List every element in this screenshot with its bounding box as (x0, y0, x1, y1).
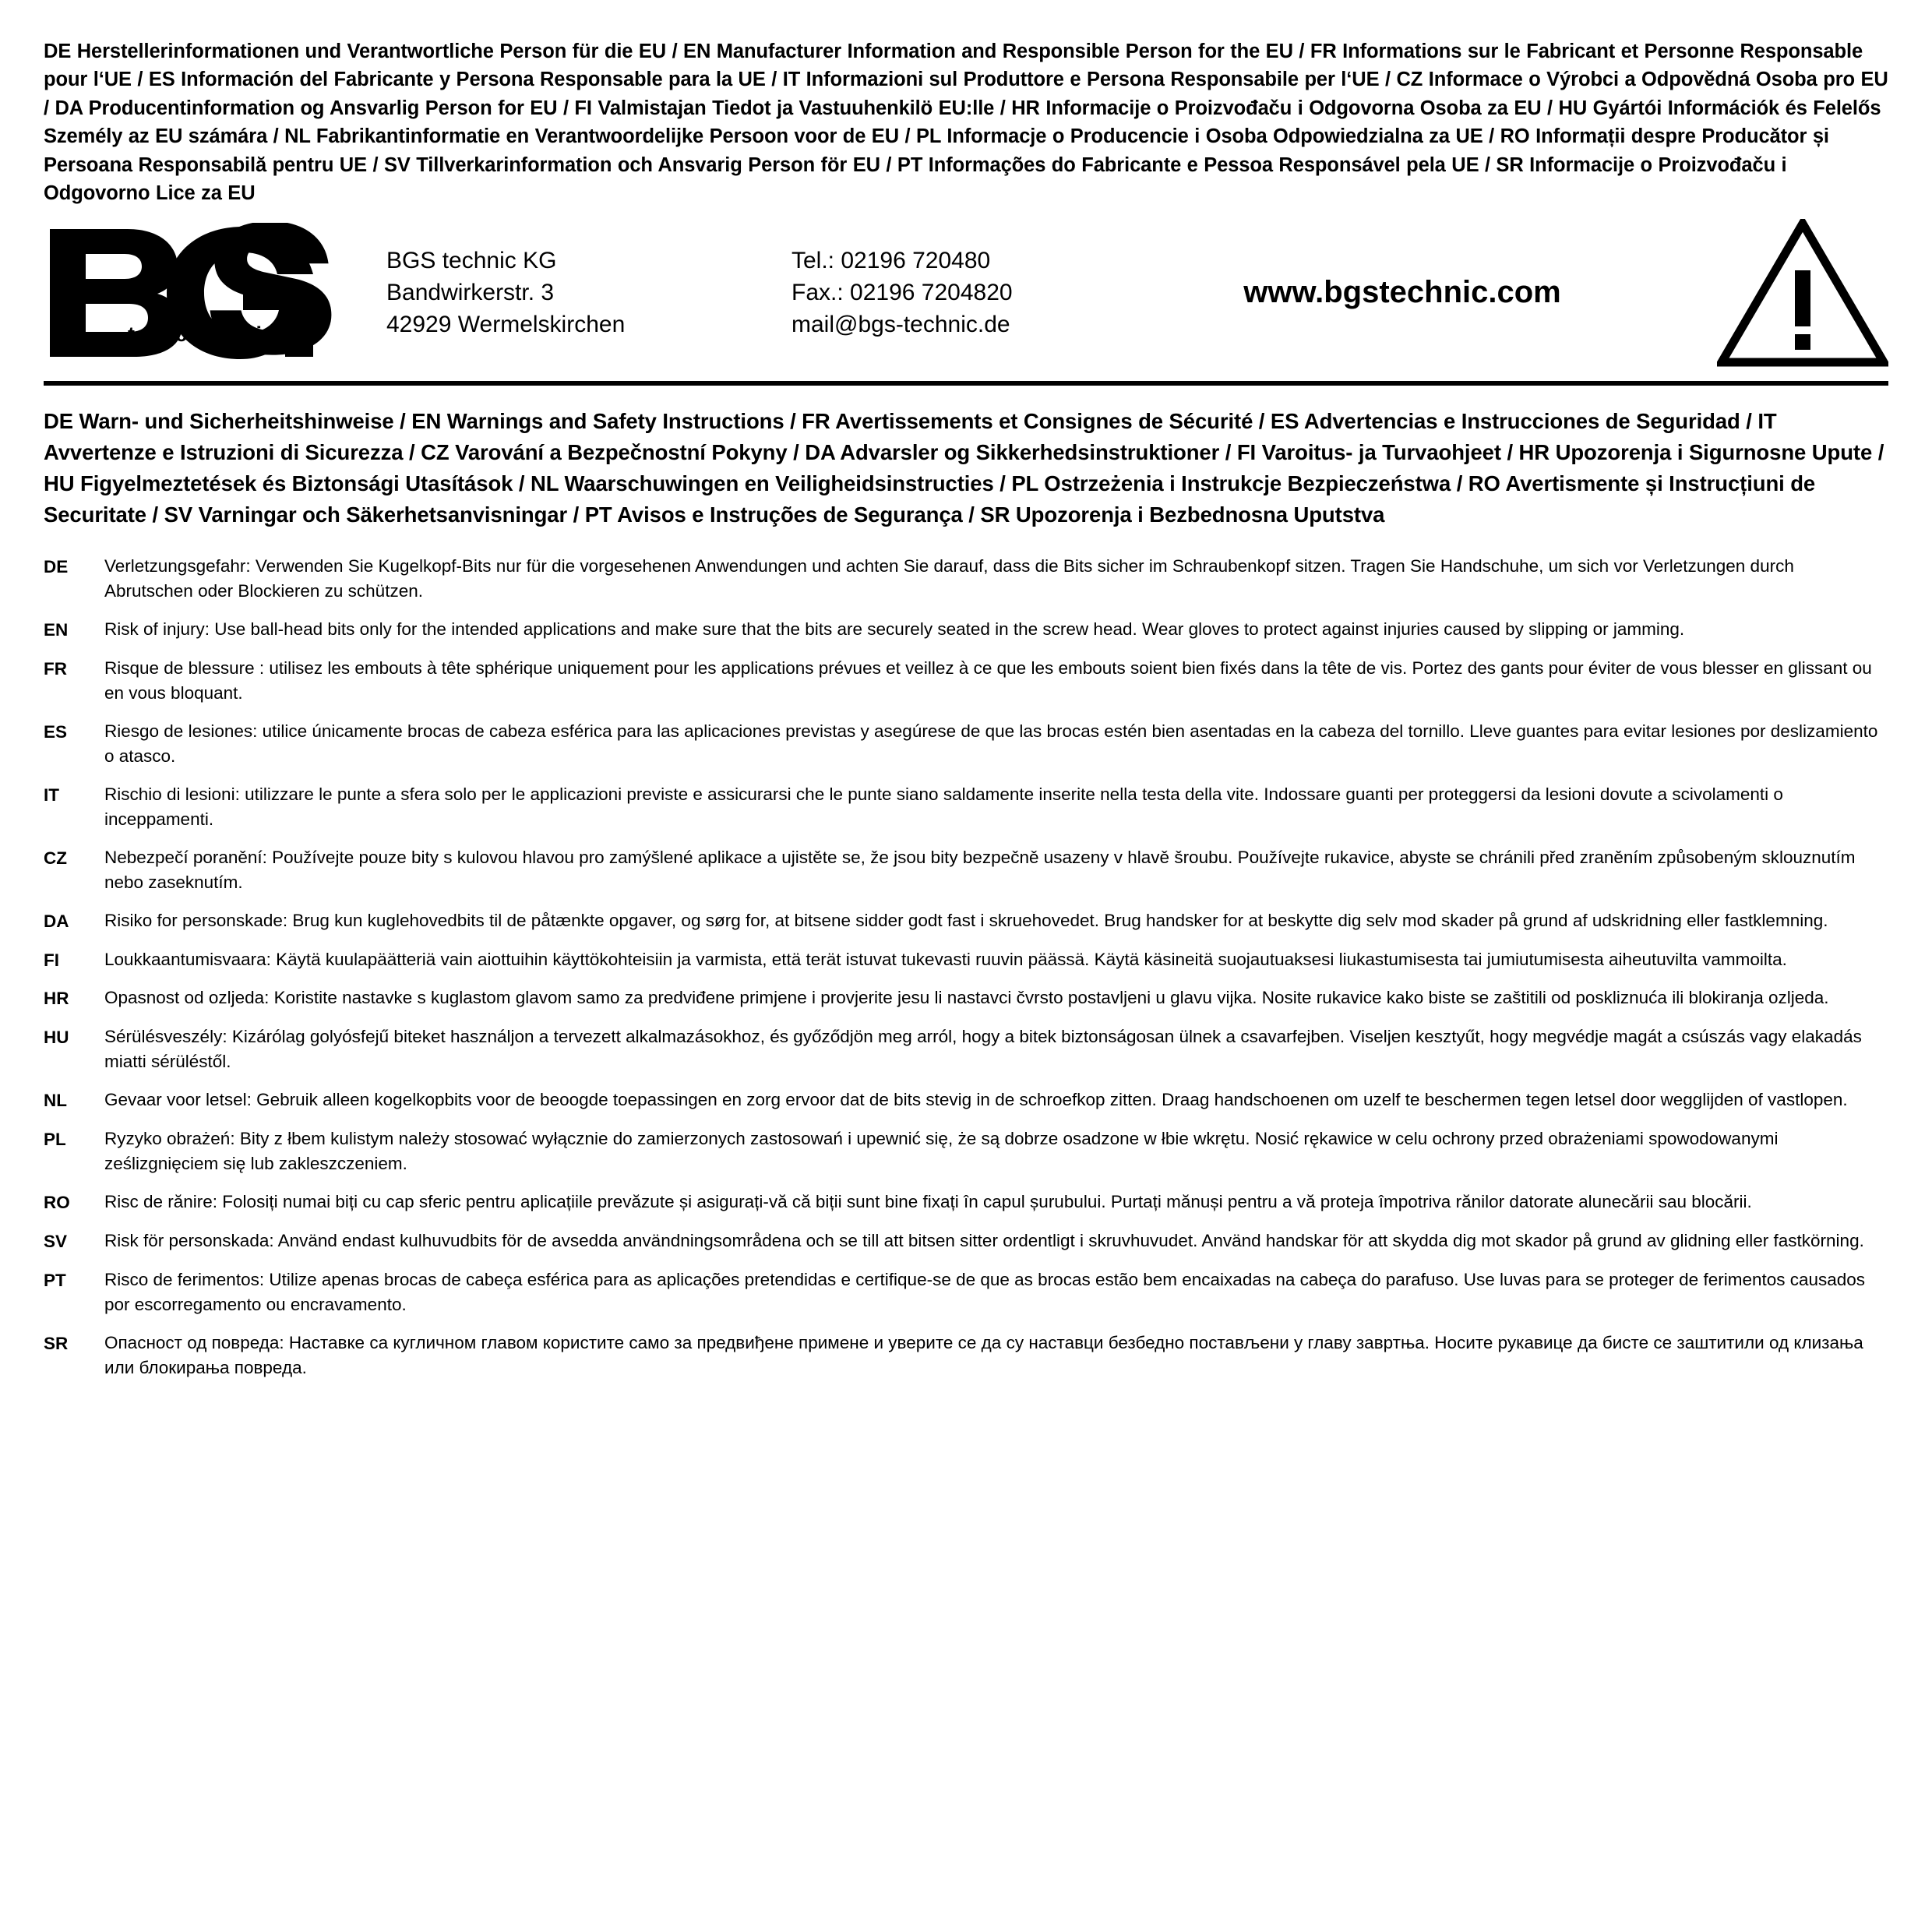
language-code: FI (44, 950, 59, 970)
instruction-text: Verletzungsgefahr: Verwenden Sie Kugelkopf-Bits nur für die vorgesehenen Anwendungen und achten Sie darauf, dass die Bits sicher im Schraubenkopf sitzen. Tragen Sie Handschuhe, um sich vor Verletzungen durch Abrutschen oder Blockieren zu schützen. (104, 556, 1794, 601)
language-code: DA (44, 911, 69, 931)
instruction-text: Nebezpečí poranění: Používejte pouze bity s kulovou hlavou pro zamýšlené aplikace a ujistěte se, že jsou bity bezpečně usazeny v hlavě šroubu. Používejte rukavice, abyste se chránili před zraněním způsobeným sklouznutím nebo zaseknutím. (104, 847, 1856, 892)
instruction-text: Loukkaantumisvaara: Käytä kuulapäätteriä vain aiottuihin käyttökohteisiin ja varmista, että terät istuvat tukevasti ruuvin päässä. Käytä käsineitä suojautuaksesi liukastumisesta tai jumiutumisesta aiheutuvilta vammoilta. (104, 949, 1787, 969)
instruction-text: Sérülésveszély: Kizárólag golyósfejű biteket használjon a tervezett alkalmazásokhoz, és győződjön meg arról, hogy a bitek biztonságosan ülnek a csavarfejben. Viseljen kesztyűt, hogy megvédje magát a csúszás vagy elakadás miatti sérüléstől. (104, 1027, 1862, 1072)
company-website[interactable]: www.bgstechnic.com (1243, 275, 1561, 310)
list-item (44, 1190, 1888, 1215)
instruction-text: Risque de blessure : utilisez les embouts à tête sphérique uniquement pour les applications prévues et veillez à ce que les embouts soient bien fixés dans la tête de vis. Portez des gants pour éviter de vous blesser en glissant ou en vous bloquant. (104, 658, 1872, 703)
language-code: FR (44, 659, 67, 679)
company-name: BGS technic KG (386, 247, 557, 273)
list-item (44, 617, 1888, 643)
list-item (44, 1267, 1888, 1317)
company-street: Bandwirkerstr. 3 (386, 280, 555, 306)
list-item (44, 719, 1888, 769)
company-email: mail@bgs-technic.de (791, 312, 1010, 338)
company-address (379, 245, 791, 341)
list-item (44, 845, 1888, 895)
list-item (44, 1331, 1888, 1380)
language-code: PT (44, 1270, 66, 1290)
language-code: IT (44, 784, 59, 805)
instruction-text: Опасност од повреда: Наставке са кугличном главом користите само за предвиђене примене и уверите се да су наставци безбедно постављени у главу завртња. Носите рукавице да бисте се заштитили од клизања или блокирања повреда. (104, 1332, 1863, 1377)
company-info-band (44, 222, 1888, 386)
list-item (44, 554, 1888, 604)
language-code: NL (44, 1091, 67, 1111)
company-city: 42929 Wermelskirchen (386, 312, 626, 338)
list-item (44, 947, 1888, 973)
instruction-text: Risc de rănire: Folosiți numai biți cu cap sferic pentru aplicațiile prevăzute și asigurați-vă că biții sunt bine fixați în capul șurubului. Purtați mănuși pentru a vă proteja împotriva rănilor datorate alunecării sau blocării. (104, 1192, 1752, 1212)
instruction-text: Risiko for personskade: Brug kun kuglehovedbits til de påtænkte opgaver, og sørg for, at bitsene sidder godt fast i skruehovedet. Brug handsker for at beskytte dig selv mod skader på grund af udskridning eller fastklemning. (104, 910, 1828, 930)
instruction-text: Risk of injury: Use ball-head bits only for the intended applications and make sure that the bits are securely seated in the screw head. Wear gloves to protect against injuries caused by slipping or jamming. (104, 619, 1685, 640)
language-code: DE (44, 557, 69, 577)
language-code: HR (44, 989, 69, 1009)
company-fax: Fax.: 02196 7204820 (791, 280, 1013, 306)
warning-triangle-graphic (1717, 219, 1888, 367)
instruction-text: Gevaar voor letsel: Gebruik alleen kogelkopbits voor de beoogde toepassingen en zorg ervoor dat de bits stevig in de schroefkop zitten. Draag handschoenen om uzelf te beschermen tegen letsel door wegglijden of vastlopen. (104, 1090, 1848, 1110)
company-telephone: Tel.: 02196 720480 (791, 247, 991, 273)
bgs-logo-registered-mark: ® (265, 225, 285, 256)
language-code: RO (44, 1193, 70, 1213)
list-item (44, 1126, 1888, 1176)
language-code: HU (44, 1028, 69, 1048)
bgs-logo-subtext: t e c h n i c (128, 322, 293, 346)
list-item (44, 1088, 1888, 1113)
instruction-text: Rischio di lesioni: utilizzare le punte a sfera solo per le applicazioni previste e assicurarsi che le punte siano saldamente inserite nella testa della vite. Indossare guanti per proteggersi da lesioni dovute a scivolamenti o inceppamenti. (104, 784, 1783, 829)
manufacturer-info-heading: DE Herstellerinformationen und Verantwortliche Person für die EU / EN Manufacturer Information and Responsible Person for the EU / FR Informations sur le Fabricant et Personne Responsable pour l‘UE / ES Información del Fabricante y Persona Responsable para la UE / IT Informazioni sul Produttore e Persona Responsabile per l‘UE / CZ Informace o Výrobci a Odpovědná Osoba pro EU / DA Producentinformation og Ansvarlig Person for EU / FI Valmistajan Tiedot ja Vastuuhenkilö EU:lle / HR Informacije o Proizvođaču i Odgovorna Osoba za EU / HU Gyártói Információk és Felelős Személy az EU számára / NL Fabrikantinformatie en Verantwoordelijke Persoon voor de EU / PL Informacje o Producencie i Osoba Odpowiedzialna za UE / RO Informații despre Producător și Persoana Responsabilă pentru UE / SV Tillverkarinformation och Ansvarig Person för EU / PT Informações do Fabricante e Pessoa Responsável pela UE / SR Informacije o Proizvođaču i Odgovorno Lice za EU (44, 41, 1888, 205)
language-code: EN (44, 620, 69, 640)
language-code: SV (44, 1232, 68, 1252)
safety-instructions-heading: DE Warn- und Sicherheitshinweise / EN Warnings and Safety Instructions / FR Avertissements et Consignes de Sécurité / ES Advertencias e Instrucciones de Seguridad / IT Avvertenze e Istruzioni di Sicurezza / CZ Varování a Bezpečnostní Pokyny / DA Advarsler og Sikkerhedsinstruktioner / FI Varoitus- ja Turvaohjeet / HR Upozorenja i Sigurnosne Upute / HU Figyelmeztetések és Biztonsági Utasítások / NL Waarschuwingen en Veiligheidsinstructies / PL Ostrzeżenia i Instrukcje Bezpieczeństwa / RO Avertismente și Instrucțiuni de Securitate / SV Varningar och Säkerhetsanvisningar / PT Avisos e Instruções de Segurança / SR Upozorenja i Bezbednosna Uputstva (44, 408, 1884, 527)
instruction-text: Ryzyko obrażeń: Bity z łbem kulistym należy stosować wyłącznie do zamierzonych zastosowań i upewnić się, że są dobrze osadzone w łbie wkrętu. Nosić rękawice w celu ochrony przed obrażeniami spowodowanymi ześlizgnięciem się lub zakleszczeniem. (104, 1129, 1779, 1174)
instruction-text: Risco de ferimentos: Utilize apenas brocas de cabeça esférica para as aplicações pretendidas e certifique-se de que as brocas estão bem encaixadas na cabeça do parafuso. Use luvas para se proteger de ferimentos causados por escorregamento ou encravamento. (104, 1269, 1866, 1314)
warning-triangle-icon (1709, 219, 1888, 367)
list-item (44, 1024, 1888, 1074)
instructions-list (44, 554, 1888, 1380)
instruction-text: Riesgo de lesiones: utilice únicamente brocas de cabeza esférica para las aplicaciones previstas y asegúrese de que las brocas estén bien asentadas en la cabeza del tornillo. Lleve guantes para evitar lesiones por deslizamiento o atasco. (104, 721, 1878, 766)
bgs-logo (44, 223, 379, 363)
language-code: ES (44, 721, 68, 742)
language-code: CZ (44, 848, 67, 868)
list-item (44, 1229, 1888, 1254)
company-contact (791, 245, 1126, 341)
list-item (44, 908, 1888, 934)
instruction-text: Risk för personskada: Använd endast kulhuvudbits för de avsedda användningsområdena och se till att bitsen sitter ordentligt i skruvhuvudet. Använd handskar för att skydda dig mot skador på grund av glidning eller fastkörning. (104, 1231, 1864, 1251)
list-item (44, 985, 1888, 1011)
list-item (44, 656, 1888, 706)
language-code: PL (44, 1130, 66, 1150)
instruction-text: Opasnost od ozljeda: Koristite nastavke s kuglastom glavom samo za predviđene primjene i provjerite jesu li nastavci čvrsto postavljeni u glavu vijka. Nosite rukavice kako biste se zaštitili od poskliznuća ili blokiranja ozljeda. (104, 988, 1829, 1008)
list-item (44, 782, 1888, 832)
language-code: SR (44, 1333, 69, 1353)
